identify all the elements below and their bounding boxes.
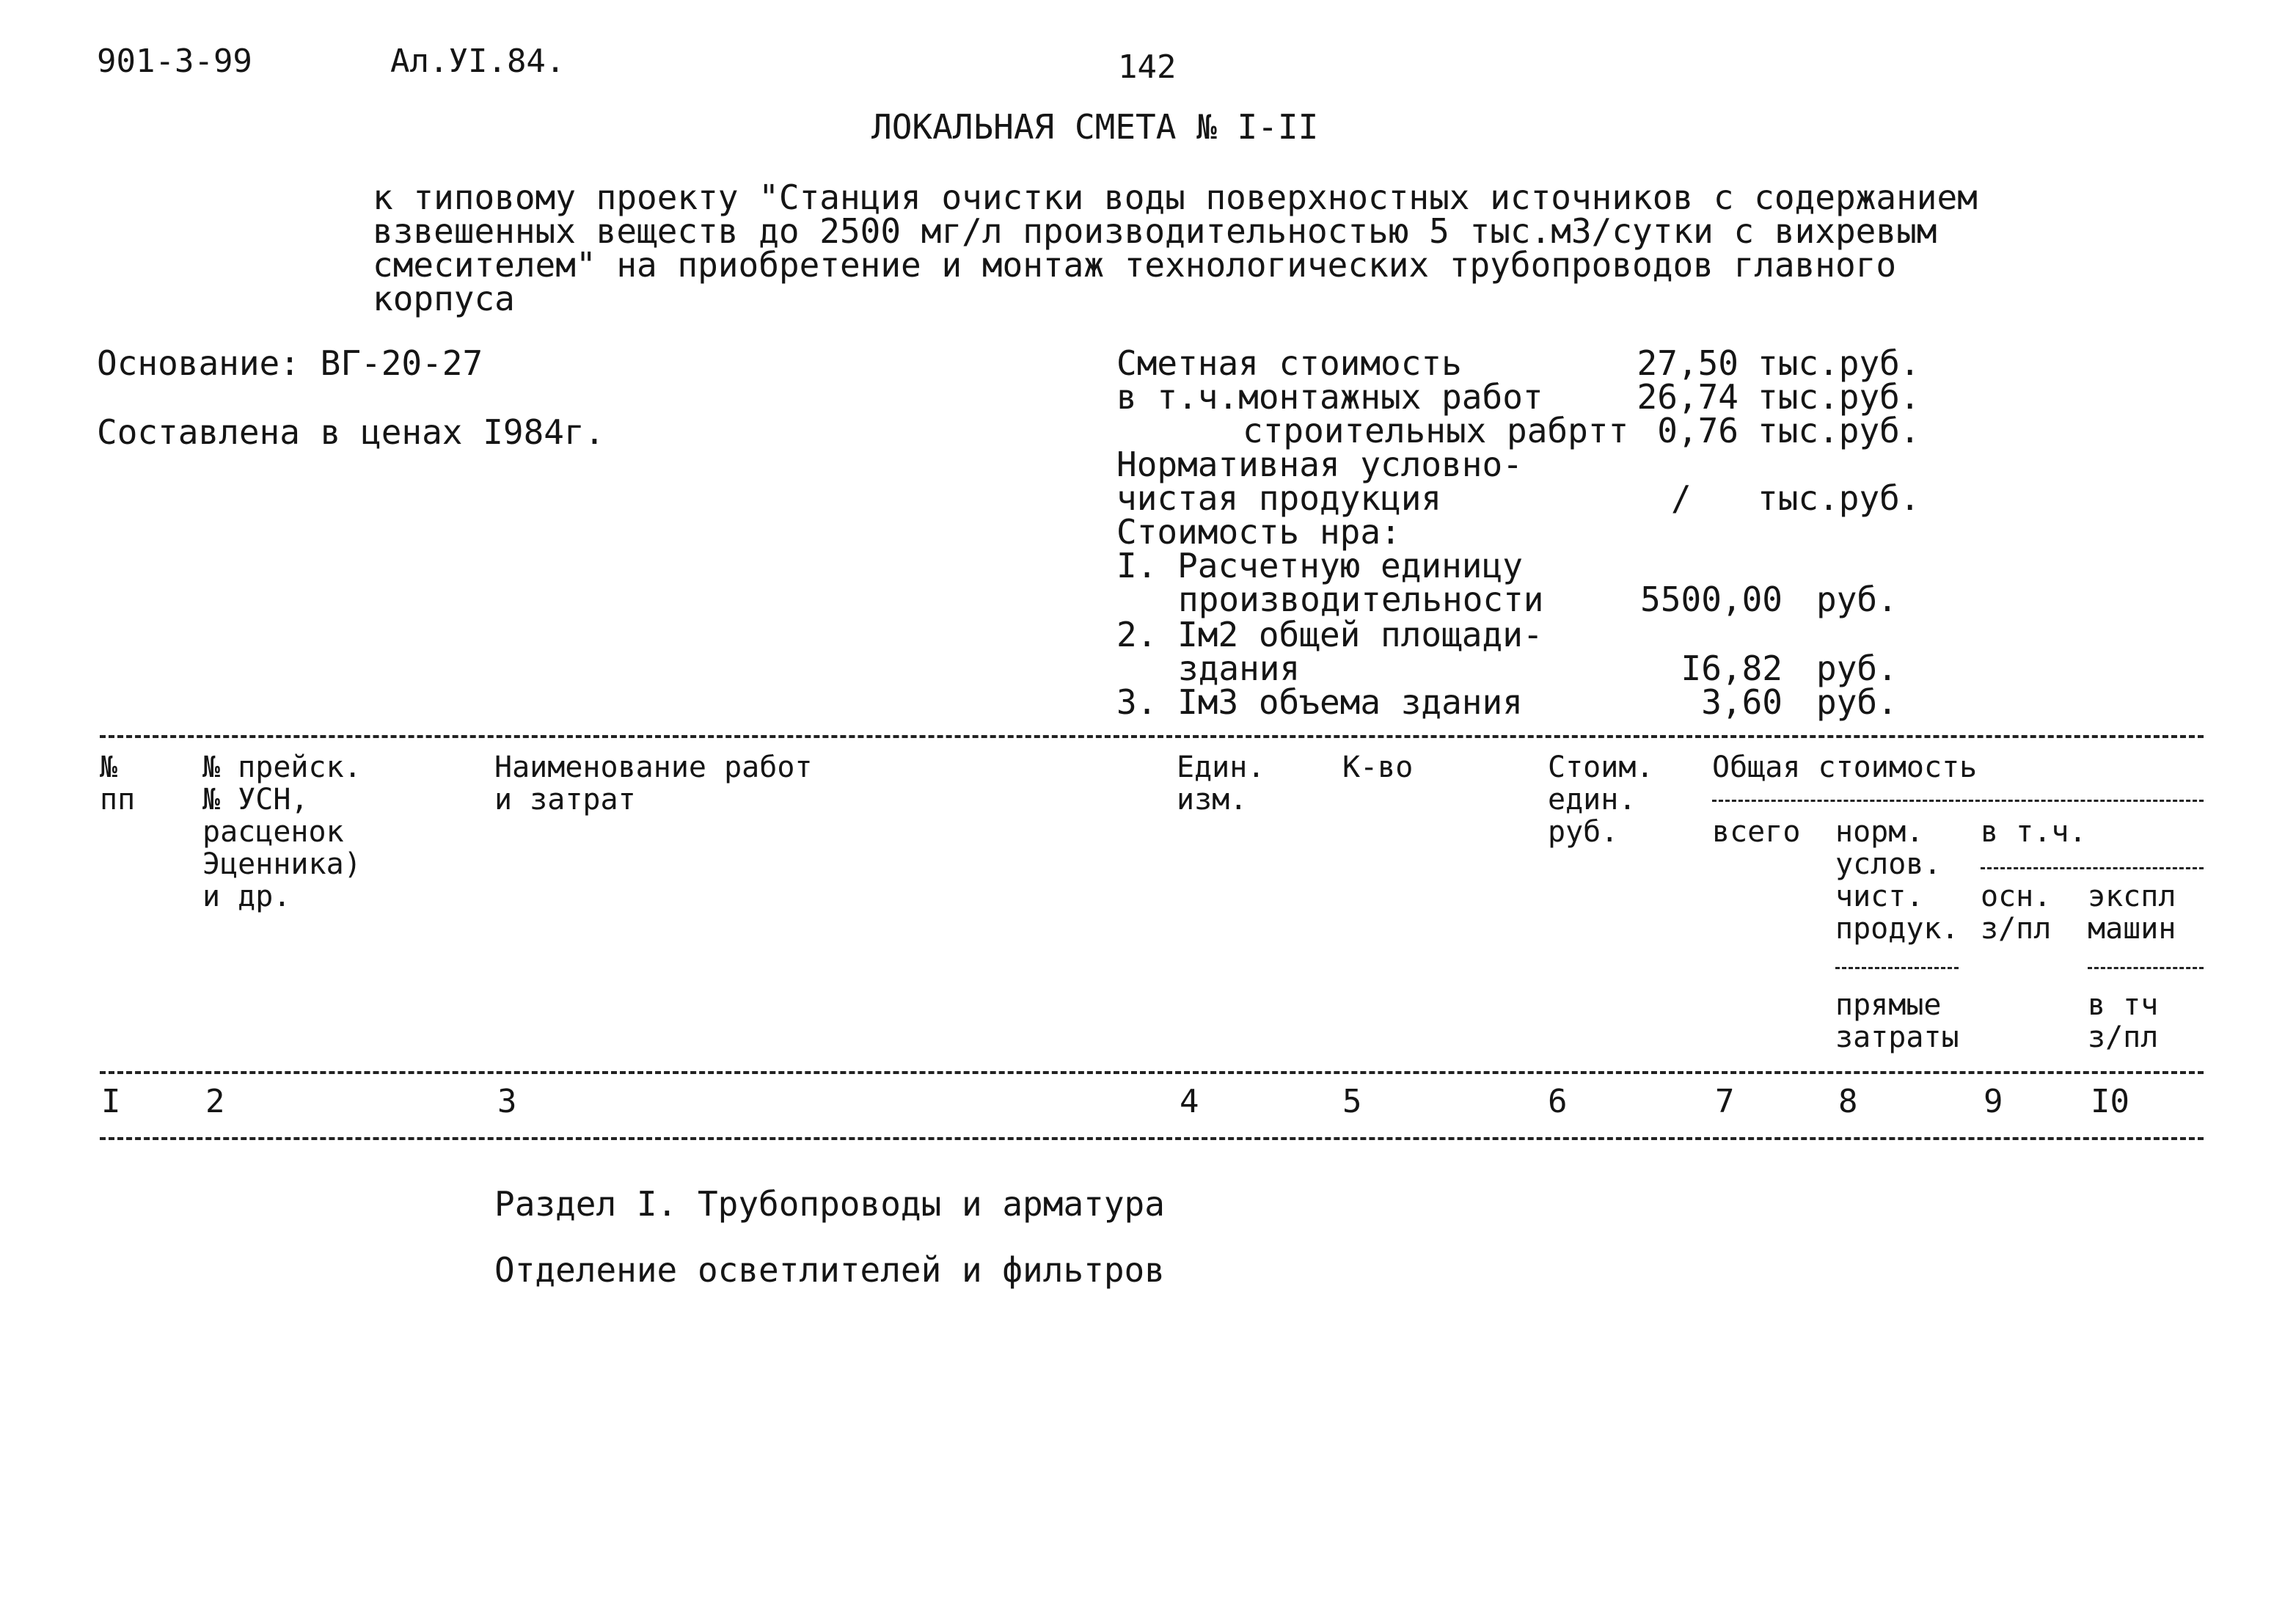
incl-wage-line2: з/пл	[2088, 1020, 2159, 1054]
column-number: 3	[497, 1083, 517, 1120]
col2-line3: расценок	[202, 815, 344, 849]
cost-item-1-value: 5500,00	[1640, 580, 1783, 619]
main-wage-line1: осн.	[1981, 880, 2052, 913]
normative-unit: тыс.руб.	[1758, 478, 1920, 518]
estimated-cost-value: 27,50	[1637, 343, 1739, 383]
construction-value: 0,76	[1657, 411, 1739, 450]
cost-item-3-value: 3,60	[1701, 682, 1783, 722]
total-cost-header: Общая стоимость	[1712, 751, 1978, 784]
incl-wage-rule	[2088, 967, 2204, 969]
col1-line1: №	[100, 751, 118, 784]
column-number: I0	[2091, 1083, 2129, 1120]
col6-line2: един.	[1548, 783, 1637, 817]
estimated-cost-label: Сметная стоимость	[1116, 343, 1462, 383]
section-title: Раздел I. Трубопроводы и арматура	[494, 1184, 1165, 1224]
normative-label-1: Нормативная условно-	[1116, 445, 1523, 484]
norm-line2: услов.	[1835, 847, 1942, 881]
album-number: Ал.УI.84.	[390, 43, 566, 80]
col2-line5: и др.	[202, 880, 291, 913]
col1-line2: пп	[100, 783, 136, 817]
total-cost-rule	[1712, 800, 2204, 802]
prices-year-label: Составлена в ценах I984г.	[97, 412, 605, 452]
construction-label: строительных рабртт	[1243, 411, 1629, 450]
column-number: 7	[1715, 1083, 1735, 1120]
normative-value: /	[1671, 478, 1692, 518]
cost-item-3-line1: 3. Iм3 объема здания	[1116, 682, 1523, 722]
column-number: 5	[1342, 1083, 1362, 1120]
column-number: 2	[205, 1083, 225, 1120]
incl-header: в т.ч.	[1981, 815, 2087, 849]
col4-line2: изм.	[1177, 783, 1248, 817]
machine-exp-line1: экспл	[2088, 880, 2176, 913]
installation-value: 26,74	[1637, 377, 1739, 417]
cost-item-2-value: I6,82	[1681, 649, 1783, 688]
column-number: 4	[1180, 1083, 1199, 1120]
col3-line2: и затрат	[494, 783, 636, 817]
norm-line4: продук.	[1835, 912, 1959, 946]
cost-item-2-unit: руб.	[1816, 649, 1898, 688]
col3-line1: Наименование работ	[494, 751, 813, 784]
basis-label: Основание: ВГ-20-27	[97, 343, 483, 383]
intro-line-3: смесителем" на приобретение и монтаж технологических трубопроводов главного	[373, 245, 1897, 285]
cost-item-1-unit: руб.	[1816, 580, 1898, 619]
installation-label: в т.ч.монтажных работ	[1116, 377, 1543, 417]
col2-line4: Эценника)	[202, 847, 362, 881]
column-number: 8	[1838, 1083, 1858, 1120]
table-top-rule	[100, 735, 2204, 738]
intro-line-4: корпуса	[373, 279, 515, 318]
page-number: 142	[1118, 48, 1177, 86]
document-title: ЛОКАЛЬНАЯ СМЕТА № I-II	[871, 107, 1319, 147]
col2-line1: № прейск.	[202, 751, 362, 784]
header-bottom-rule	[100, 1071, 2204, 1074]
estimated-cost-unit: тыс.руб.	[1758, 343, 1920, 383]
norm-line3: чист.	[1835, 880, 1924, 913]
direct-costs-line1: прямые	[1835, 988, 1942, 1022]
column-number: 9	[1984, 1083, 2003, 1120]
machine-exp-line2: машин	[2088, 912, 2176, 946]
col2-line2: № УСН,	[202, 783, 309, 817]
direct-costs-rule	[1835, 967, 1959, 969]
col6-line3: руб.	[1548, 815, 1619, 849]
main-wage-line2: з/пл	[1981, 912, 2052, 946]
incl-wage-line1: в тч	[2088, 988, 2159, 1022]
direct-costs-line2: затраты	[1835, 1020, 1959, 1054]
incl-rule	[1981, 867, 2204, 869]
column-numbers-bottom-rule	[100, 1137, 2204, 1140]
cost-item-1-line1: I. Расчетную единицу	[1116, 546, 1523, 585]
col5-header: К-во	[1342, 751, 1414, 784]
cost-item-2-line2: здания	[1178, 649, 1301, 688]
intro-line-1: к типовому проекту "Станция очистки воды поверхностных источников с содержанием	[373, 178, 1978, 217]
intro-line-2: взвешенных веществ до 2500 мг/л производительностью 5 тыс.м3/сутки с вихревым	[373, 211, 1937, 251]
column-number: I	[101, 1083, 121, 1120]
col4-line1: Един.	[1177, 751, 1265, 784]
installation-unit: тыс.руб.	[1758, 377, 1920, 417]
construction-unit: тыс.руб.	[1758, 411, 1920, 450]
cost-item-2-line1: 2. Iм2 общей площади-	[1116, 615, 1543, 654]
cost-item-3-unit: руб.	[1816, 682, 1898, 722]
normative-label-2: чистая продукция	[1116, 478, 1442, 518]
column-number: 6	[1548, 1083, 1568, 1120]
cost-per-label: Стоимость нра:	[1116, 512, 1401, 552]
col6-line1: Стоим.	[1548, 751, 1654, 784]
document-code: 901-3-99	[97, 43, 252, 80]
subsection-title: Отделение осветлителей и фильтров	[494, 1250, 1165, 1290]
norm-line1: норм.	[1835, 815, 1924, 849]
cost-item-1-line2: производительности	[1178, 580, 1544, 619]
total-header: всего	[1712, 815, 1801, 849]
